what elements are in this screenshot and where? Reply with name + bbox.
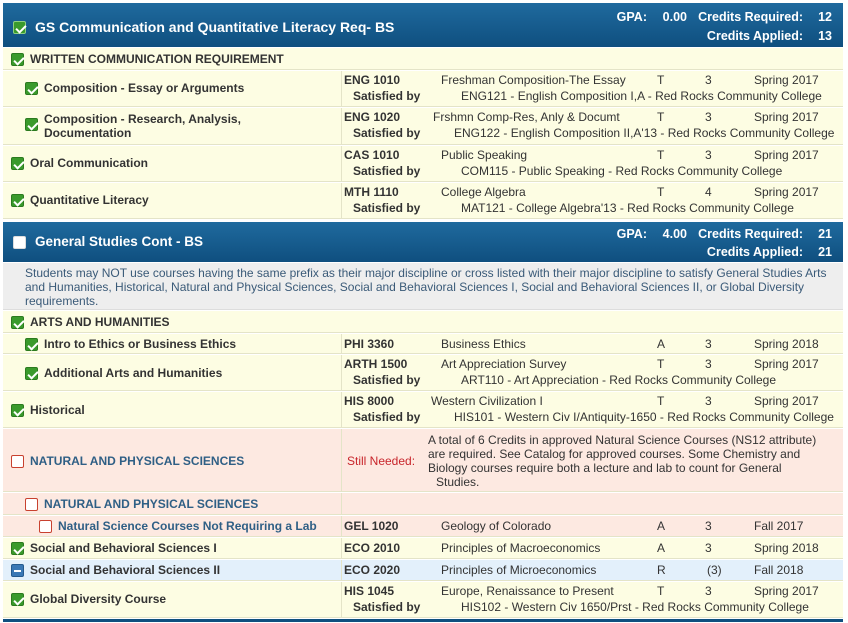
satisfied-by-course: MAT121 - College Algebra'13 - Red Rocks Community College bbox=[461, 201, 794, 215]
requirement-ethics bbox=[3, 334, 843, 354]
course-number[interactable]: PHI 3360 bbox=[344, 337, 395, 351]
course-number[interactable]: HIS 8000 bbox=[344, 394, 395, 408]
course-credits: 3 bbox=[705, 394, 712, 408]
course-grade: A bbox=[657, 519, 666, 533]
course-grade: T bbox=[657, 110, 665, 124]
course-title: Principles of Microeconomics bbox=[441, 563, 597, 577]
credits-applied-label: Credits Applied: bbox=[706, 29, 803, 43]
course-title: Frshmn Comp-Res, Anly & Documt bbox=[433, 110, 620, 124]
block-title: General Studies Cont - BS bbox=[35, 234, 204, 249]
course-grade: T bbox=[657, 185, 665, 199]
requirement-composition-essay bbox=[3, 71, 843, 107]
complete-check-icon bbox=[11, 404, 24, 417]
satisfied-by-label: Satisfied by bbox=[353, 201, 421, 215]
complete-check-icon bbox=[13, 21, 26, 34]
requirement-label: Additional Arts and Humanities bbox=[25, 366, 222, 380]
requirement-label: Intro to Ethics or Business Ethics bbox=[25, 337, 236, 351]
requirement-historical bbox=[3, 392, 843, 428]
requirement-additional-arts bbox=[3, 355, 843, 391]
complete-check-icon bbox=[11, 194, 24, 207]
course-term: Spring 2018 bbox=[754, 541, 819, 555]
course-grade: R bbox=[657, 563, 666, 577]
requirement-global-diversity bbox=[3, 582, 843, 618]
course-grade: T bbox=[657, 73, 665, 87]
course-title: Freshman Composition-The Essay bbox=[441, 73, 626, 87]
requirement-label: Natural Science Courses Not Requiring a Lab bbox=[39, 519, 317, 533]
in-progress-icon bbox=[11, 564, 24, 577]
requirement-label: WRITTEN COMMUNICATION REQUIREMENT bbox=[11, 52, 284, 66]
requirement-social-behavioral-1 bbox=[3, 538, 843, 559]
course-credits: 3 bbox=[705, 519, 712, 533]
complete-check-icon bbox=[11, 593, 24, 606]
course-number[interactable]: ARTH 1500 bbox=[344, 357, 408, 371]
requirement-social-behavioral-2 bbox=[3, 560, 843, 581]
satisfied-by-label: Satisfied by bbox=[353, 126, 421, 140]
complete-check-icon bbox=[25, 338, 38, 351]
gpa-label: GPA: bbox=[616, 227, 647, 241]
course-credits: 3 bbox=[705, 584, 712, 598]
satisfied-by-course: ART110 - Art Appreciation - Red Rocks Community College bbox=[461, 373, 777, 387]
credits-required-label: Credits Required: bbox=[698, 10, 803, 24]
still-needed-message: A total of 6 Credits in approved Natural Science Courses (NS12 attribute) bbox=[428, 433, 817, 447]
requirement-natural-no-lab bbox=[3, 516, 843, 537]
complete-check-icon bbox=[25, 82, 38, 95]
requirement-label: Social and Behavioral Sciences I bbox=[11, 541, 217, 555]
course-number[interactable]: GEL 1020 bbox=[344, 519, 399, 533]
satisfied-by-course: HIS102 - Western Civ 1650/Prst - Red Rocks Community College bbox=[461, 600, 809, 614]
course-credits: 3 bbox=[705, 73, 712, 87]
course-term: Spring 2017 bbox=[754, 584, 819, 598]
course-credits: 4 bbox=[705, 185, 712, 199]
requirement-label: Social and Behavioral Sciences II bbox=[11, 563, 220, 577]
requirement-oral-communication bbox=[3, 146, 843, 182]
credits-required-value: 21 bbox=[818, 227, 832, 241]
course-grade: A bbox=[657, 541, 666, 555]
credits-applied-value: 13 bbox=[818, 29, 832, 43]
course-term: Spring 2017 bbox=[754, 73, 819, 87]
requirement-composition-research bbox=[3, 108, 843, 145]
requirement-natural-physical-sciences-sub bbox=[3, 493, 843, 515]
requirement-label: ARTS AND HUMANITIES bbox=[11, 315, 170, 329]
course-grade: T bbox=[657, 148, 665, 162]
course-title: Art Appreciation Survey bbox=[441, 357, 567, 371]
credits-applied-value: 21 bbox=[818, 245, 832, 259]
course-title: Western Civilization I bbox=[431, 394, 543, 408]
incomplete-box-icon bbox=[39, 520, 52, 533]
course-credits: 3 bbox=[705, 357, 712, 371]
satisfied-by-label: Satisfied by bbox=[353, 89, 421, 103]
requirement-arts-humanities bbox=[3, 311, 843, 333]
satisfied-by-label: Satisfied by bbox=[353, 600, 421, 614]
course-number[interactable]: CAS 1010 bbox=[344, 148, 400, 162]
satisfied-by-label: Satisfied by bbox=[353, 164, 421, 178]
course-term: Spring 2017 bbox=[754, 110, 819, 124]
course-credits: 3 bbox=[705, 541, 712, 555]
satisfied-by-course: COM115 - Public Speaking - Red Rocks Community College bbox=[461, 164, 783, 178]
satisfied-by-label: Satisfied by bbox=[353, 373, 421, 387]
requirement-label: Oral Communication bbox=[11, 156, 148, 170]
course-term: Spring 2017 bbox=[754, 394, 819, 408]
course-grade: T bbox=[657, 357, 665, 371]
course-number[interactable]: HIS 1045 bbox=[344, 584, 395, 598]
course-number[interactable]: ENG 1010 bbox=[344, 73, 401, 87]
course-credits: (3) bbox=[707, 563, 722, 577]
course-credits: 3 bbox=[705, 110, 712, 124]
requirement-written-communication bbox=[3, 48, 843, 70]
gpa-label: GPA: bbox=[616, 10, 647, 24]
block-header-gs-communication bbox=[3, 3, 843, 47]
course-title: College Algebra bbox=[441, 185, 526, 199]
course-grade: A bbox=[657, 337, 666, 351]
satisfied-by-course: HIS101 - Western Civ I/Antiquity-1650 - Red Rocks Community College bbox=[454, 410, 834, 424]
requirement-natural-physical-sciences: NATURAL AND PHYSICAL SCIENCES Still Needed: A total of 6 Credits in approved Natural Science Courses (NS12 attribute) are required. See Catalog for approved courses. Some Chemistry and Biology courses require both a lecture and lab to count for General Studies. bbox=[3, 429, 843, 492]
course-credits: 3 bbox=[705, 148, 712, 162]
course-number[interactable]: ECO 2020 bbox=[344, 563, 401, 577]
requirement-quantitative-literacy bbox=[3, 183, 843, 219]
satisfied-by-label: Satisfied by bbox=[353, 410, 421, 424]
credits-required-value: 12 bbox=[818, 10, 832, 24]
course-term: Fall 2018 bbox=[754, 563, 804, 577]
course-term: Spring 2017 bbox=[754, 148, 819, 162]
course-number[interactable]: ENG 1020 bbox=[344, 110, 401, 124]
block-remark: Students may NOT use courses having the same prefix as their major discipline or cross listed with their major discipline to satisfy General Studies Arts and Humanities, Historical, Natural and Physical Sciences, Social and Behavioral Sciences I, Social and Behavioral Sciences II, or Global Diversity requirements. bbox=[3, 263, 843, 310]
requirement-label: Global Diversity Course bbox=[11, 592, 166, 606]
complete-check-icon bbox=[11, 53, 24, 66]
gpa-value: 4.00 bbox=[662, 227, 687, 241]
credits-required-label: Credits Required: bbox=[698, 227, 803, 241]
requirement-label: NATURAL AND PHYSICAL SCIENCES bbox=[11, 454, 244, 468]
gpa-value: 0.00 bbox=[662, 10, 687, 24]
course-term: Spring 2018 bbox=[754, 337, 819, 351]
credits-applied-label: Credits Applied: bbox=[706, 245, 803, 259]
requirement-label: NATURAL AND PHYSICAL SCIENCES bbox=[25, 497, 258, 511]
course-term: Spring 2017 bbox=[754, 185, 819, 199]
course-title: Business Ethics bbox=[441, 337, 526, 351]
course-number[interactable]: MTH 1110 bbox=[344, 185, 399, 199]
course-grade: T bbox=[657, 394, 665, 408]
satisfied-by-course: ENG121 - English Composition I,A - Red Rocks Community College bbox=[461, 89, 822, 103]
incomplete-box-icon bbox=[25, 498, 38, 511]
course-credits: 3 bbox=[705, 337, 712, 351]
incomplete-box-icon bbox=[11, 455, 24, 468]
complete-check-icon bbox=[11, 316, 24, 329]
requirement-label: Composition - Research, Analysis, Documentation bbox=[25, 112, 241, 140]
complete-check-icon bbox=[11, 157, 24, 170]
course-term: Fall 2017 bbox=[754, 519, 804, 533]
bottom-border bbox=[3, 619, 843, 622]
course-title: Principles of Macroeconomics bbox=[441, 541, 601, 555]
course-title: Public Speaking bbox=[441, 148, 528, 162]
requirement-label: Historical bbox=[11, 403, 85, 417]
block-title: GS Communication and Quantitative Literacy Req- BS bbox=[35, 19, 395, 35]
block-header-general-studies bbox=[3, 222, 843, 262]
course-term: Spring 2017 bbox=[754, 357, 819, 371]
complete-check-icon bbox=[25, 118, 38, 131]
course-title: Europe, Renaissance to Present bbox=[441, 584, 614, 598]
requirement-label: Composition - Essay or Arguments bbox=[25, 81, 244, 95]
complete-check-icon bbox=[25, 367, 38, 380]
course-title: Geology of Colorado bbox=[441, 519, 552, 533]
course-number[interactable]: ECO 2010 bbox=[344, 541, 401, 555]
complete-check-icon bbox=[11, 542, 24, 555]
incomplete-box-icon bbox=[13, 236, 26, 249]
satisfied-by-course: ENG122 - English Composition II,A'13 - Red Rocks Community College bbox=[454, 126, 835, 140]
requirement-label: Quantitative Literacy bbox=[11, 193, 149, 207]
still-needed-label: Still Needed: bbox=[347, 454, 416, 468]
course-grade: T bbox=[657, 584, 665, 598]
